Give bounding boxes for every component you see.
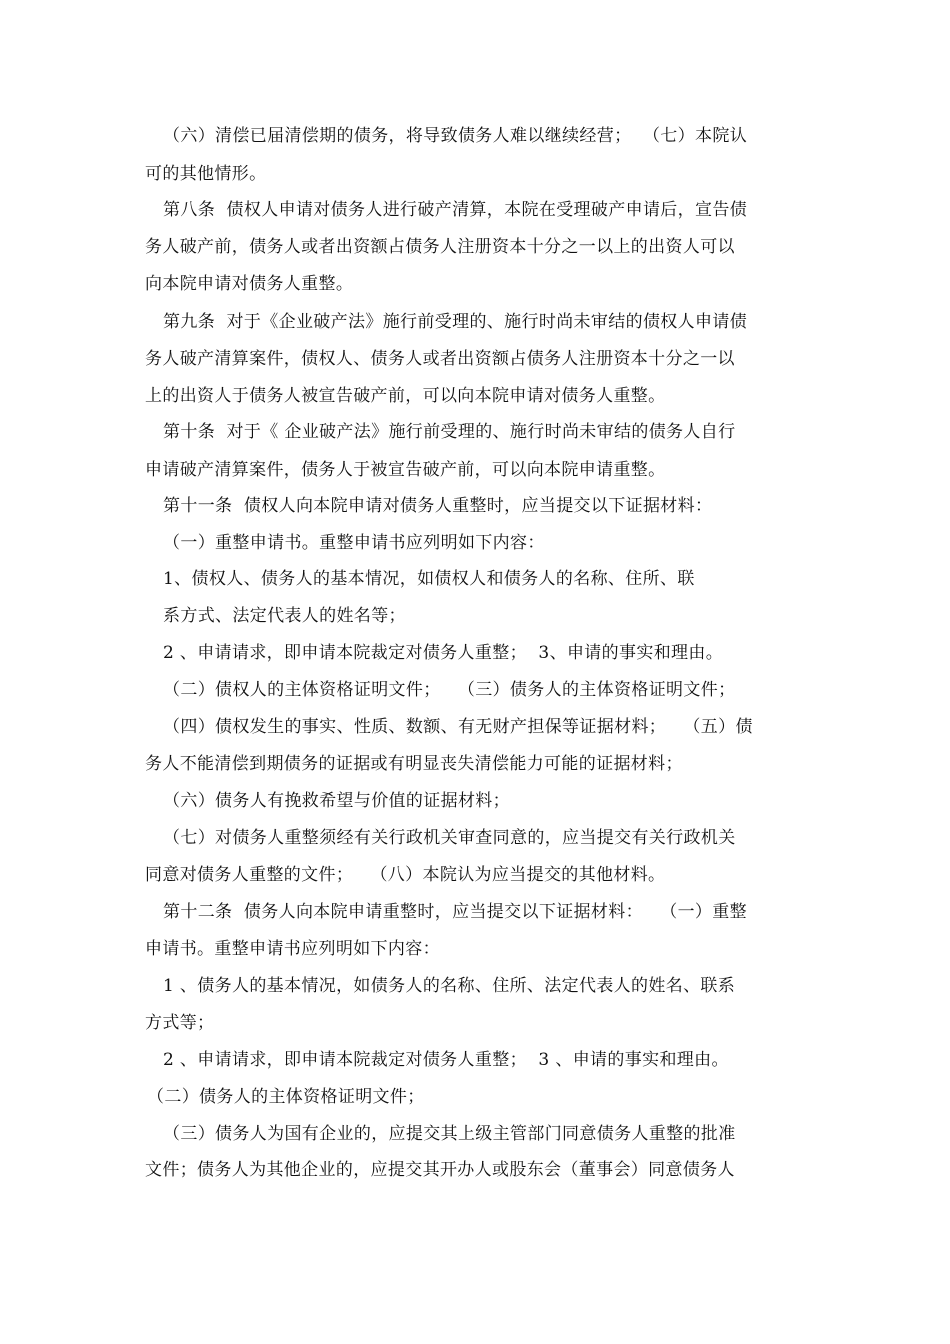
text-line: （二）债务人的主体资格证明文件； (147, 1087, 425, 1107)
text-line: 可的其他情形。 (145, 164, 267, 184)
text-line: 第十条 对于《 企业破产法》施行前受理的、施行时尚未审结的债务人自行 (163, 422, 736, 442)
text-line: 申请破产清算案件，债务人于被宣告破产前，可以向本院申请重整。 (145, 460, 666, 480)
text-line: （六）清偿已届清偿期的债务，将导致债务人难以继续经营； （七）本院认 (163, 126, 748, 146)
text-line: 1、债权人、债务人的基本情况，如债权人和债务人的名称、住所、联 (163, 569, 695, 589)
text-line: （一）重整申请书。重整申请书应列明如下内容： (163, 533, 545, 553)
text-line: 同意对债务人重整的文件； （八）本院认为应当提交的其他材料。 (145, 865, 666, 885)
text-line: 第八条 债权人申请对债务人进行破产清算，本院在受理破产申请后，宣告债 (163, 200, 748, 220)
text-line: 第十二条 债务人向本院申请重整时，应当提交以下证据材料： （一）重整 (163, 902, 747, 922)
text-line: （二）债权人的主体资格证明文件； （三）债务人的主体资格证明文件； (163, 680, 736, 700)
text-line: 务人不能清偿到期债务的证据或有明显丧失清偿能力可能的证据材料； (145, 754, 683, 774)
text-line: 向本院申请对债务人重整。 (145, 274, 354, 294)
text-line: 方式等； (145, 1013, 215, 1033)
text-line: 第十一条 债权人向本院申请对债务人重整时，应当提交以下证据材料： (163, 496, 713, 516)
text-line: 上的出资人于债务人被宣告破产前，可以向本院申请对债务人重整。 (145, 386, 666, 406)
text-line: （四）债权发生的事实、性质、数额、有无财产担保等证据材料； （五）债 (163, 717, 753, 737)
text-line: （六）债务人有挽救希望与价值的证据材料； (163, 791, 510, 811)
text-line: 2 、申请请求，即申请本院裁定对债务人重整； 3 、申请的事实和理由。 (163, 1050, 729, 1070)
text-line: （七）对债务人重整须经有关行政机关审查同意的，应当提交有关行政机关 (163, 828, 736, 848)
text-line: 系方式、法定代表人的姓名等； (163, 606, 406, 626)
text-line: 申请书。重整申请书应列明如下内容： (145, 939, 440, 959)
text-line: 2 、申请请求，即申请本院裁定对债务人重整； 3、申请的事实和理由。 (163, 643, 724, 663)
text-line: 务人破产前，债务人或者出资额占债务人注册资本十分之一以上的出资人可以 (145, 237, 735, 257)
text-line: 第九条 对于《企业破产法》施行前受理的、施行时尚未审结的债权人申请债 (163, 312, 748, 332)
text-line: 文件；债务人为其他企业的，应提交其开办人或股东会（董事会）同意债务人 (145, 1160, 735, 1180)
text-line: （三）债务人为国有企业的，应提交其上级主管部门同意债务人重整的批准 (163, 1124, 736, 1144)
text-line: 1 、债务人的基本情况，如债务人的名称、住所、法定代表人的姓名、联系 (163, 976, 736, 996)
text-line: 务人破产清算案件，债权人、债务人或者出资额占债务人注册资本十分之一以 (145, 349, 735, 369)
